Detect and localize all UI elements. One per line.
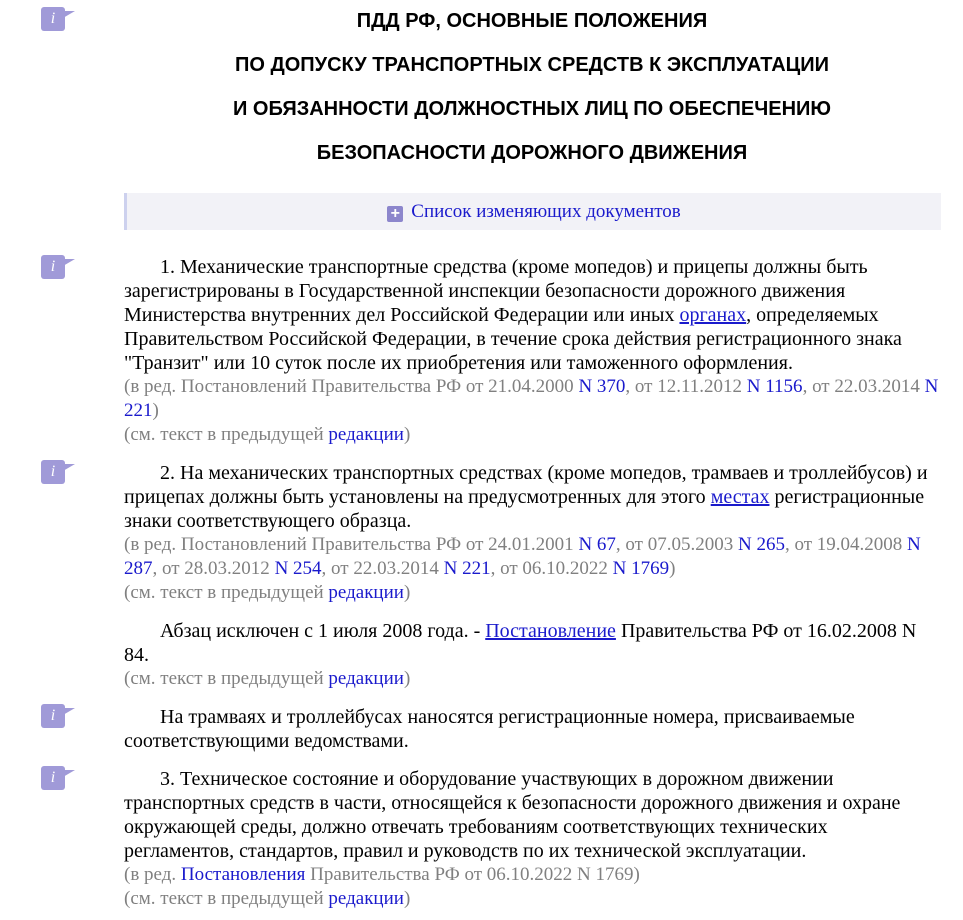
text-segment: (см. текст в предыдущей [124,424,329,445]
text-segment: 1. Механические транспортные средства (кроме мопедов) и прицепы должны быть зарегистрированы в Государственной инспекции безопасности дорожного движения Министерства внутренних дел Российской Федерации или иных [124,256,868,326]
edition-note [124,863,940,887]
paragraph-2 [124,461,940,605]
text-segment: (см. текст в предыдущей [124,668,329,689]
text-segment: , от 12.11.2012 [625,376,747,397]
edition-note [124,375,940,423]
info-icon[interactable]: i [41,255,75,279]
paragraph-body [124,767,940,863]
document-link[interactable]: N 287 [124,534,921,579]
text-segment: регистрационные знаки соответствующего образца. [124,486,925,532]
text-segment: 3. Техническое состояние и оборудование участвующих в дорожном движении транспортных средств в части, относящейся к безопасности дорожного движения и охране окружающей среды, должно отвечать требованиям соответствующих технических регламентов, стандартов, правил и руководств по их технической эксплуатации. [124,768,901,862]
paragraph-trams [124,705,940,753]
document-link[interactable]: N 67 [578,534,616,555]
text-segment: (см. текст в предыдущей [124,888,329,909]
info-icon[interactable]: i [41,7,75,31]
info-icon[interactable]: i [41,460,75,484]
text-segment: ) [403,424,411,445]
document-link[interactable]: Постановление [485,620,616,642]
text-segment: , определяемых Правительством Российской Федерации, в течение срока действия регистрационного знака "Транзит" или 10 суток после их приобретения или таможенного оформления. [124,304,902,374]
paragraph-1 [124,255,940,447]
document-link[interactable]: N 265 [737,534,785,555]
text-segment: 2. На механических транспортных средствах (кроме мопедов, трамваев и троллейбусов) и прицепах должны быть установлены на предусмотренных для этого [124,462,928,508]
document-link[interactable]: Постановления [180,864,306,885]
text-segment: ) [403,582,411,603]
paragraph-body [124,255,940,375]
changing-documents-link[interactable]: Список изменяющих документов [411,201,681,222]
text-segment: (в ред. Постановлений Правительства РФ от 24.01.2001 [124,534,579,555]
text-segment: Правительства РФ от 16.02.2008 N 84. [124,620,917,666]
document-link[interactable]: N 221 [443,558,491,579]
text-segment: , от 19.04.2008 [784,534,908,555]
title-line-4: БЕЗОПАСНОСТИ ДОРОЖНОГО ДВИЖЕНИЯ [316,142,748,164]
document-link[interactable]: N 221 [124,376,939,421]
edition-note [124,667,940,691]
text-segment: , от 06.10.2022 [490,558,613,579]
paragraph-body [124,705,940,753]
text-segment: Абзац исключен с 1 июля 2008 года. - [160,620,486,642]
plus-icon[interactable]: + [387,206,403,222]
text-segment: (в ред. Постановлений Правительства РФ от 21.04.2000 [124,376,579,397]
text-segment: (см. текст в предыдущей [124,582,329,603]
document-link[interactable]: редакции [328,582,404,603]
edition-note [124,533,940,581]
text-segment: , от 28.03.2012 [152,558,275,579]
changing-documents-panel[interactable] [124,193,941,230]
paragraph-3 [124,767,940,911]
title-line-2: ПО ДОПУСКУ ТРАНСПОРТНЫХ СРЕДСТВ К ЭКСПЛУАТАЦИИ [235,54,829,76]
title-line-1: ПДД РФ, ОСНОВНЫЕ ПОЛОЖЕНИЯ [356,10,708,32]
info-icon[interactable]: i [41,704,75,728]
text-segment: , от 22.03.2014 [321,558,444,579]
document-link[interactable]: редакции [328,888,404,909]
edition-note [124,887,940,911]
text-segment: Правительства РФ от 06.10.2022 N 1769) [305,864,640,885]
edition-note [124,423,940,447]
document-link[interactable]: редакции [328,668,404,689]
text-segment: ) [403,888,411,909]
document-link[interactable]: местах [710,486,770,508]
text-segment: , от 07.05.2003 [615,534,738,555]
edition-note [124,581,940,605]
text-segment: ) [152,400,159,421]
document-link[interactable]: N 1156 [746,376,803,397]
text-segment: , от 22.03.2014 [802,376,925,397]
text-segment: ) [669,558,676,579]
document-link[interactable]: N 254 [274,558,322,579]
paragraph-body [124,619,940,667]
title-line-3: И ОБЯЗАННОСТИ ДОЛЖНОСТНЫХ ЛИЦ ПО ОБЕСПЕЧЕНИЮ [232,98,832,120]
document-link[interactable]: N 370 [578,376,626,397]
info-icon[interactable]: i [41,766,75,790]
text-segment: На трамваях и троллейбусах наносятся регистрационные номера, присваиваемые соответствующими ведомствами. [124,706,855,752]
document-link[interactable]: органах [679,304,747,326]
document-link[interactable]: N 1769 [612,558,670,579]
document-link[interactable]: редакции [328,424,404,445]
text-segment: (в ред. [124,864,181,885]
paragraph-excluded [124,619,940,691]
text-segment: ) [403,668,411,689]
paragraph-body [124,461,940,533]
